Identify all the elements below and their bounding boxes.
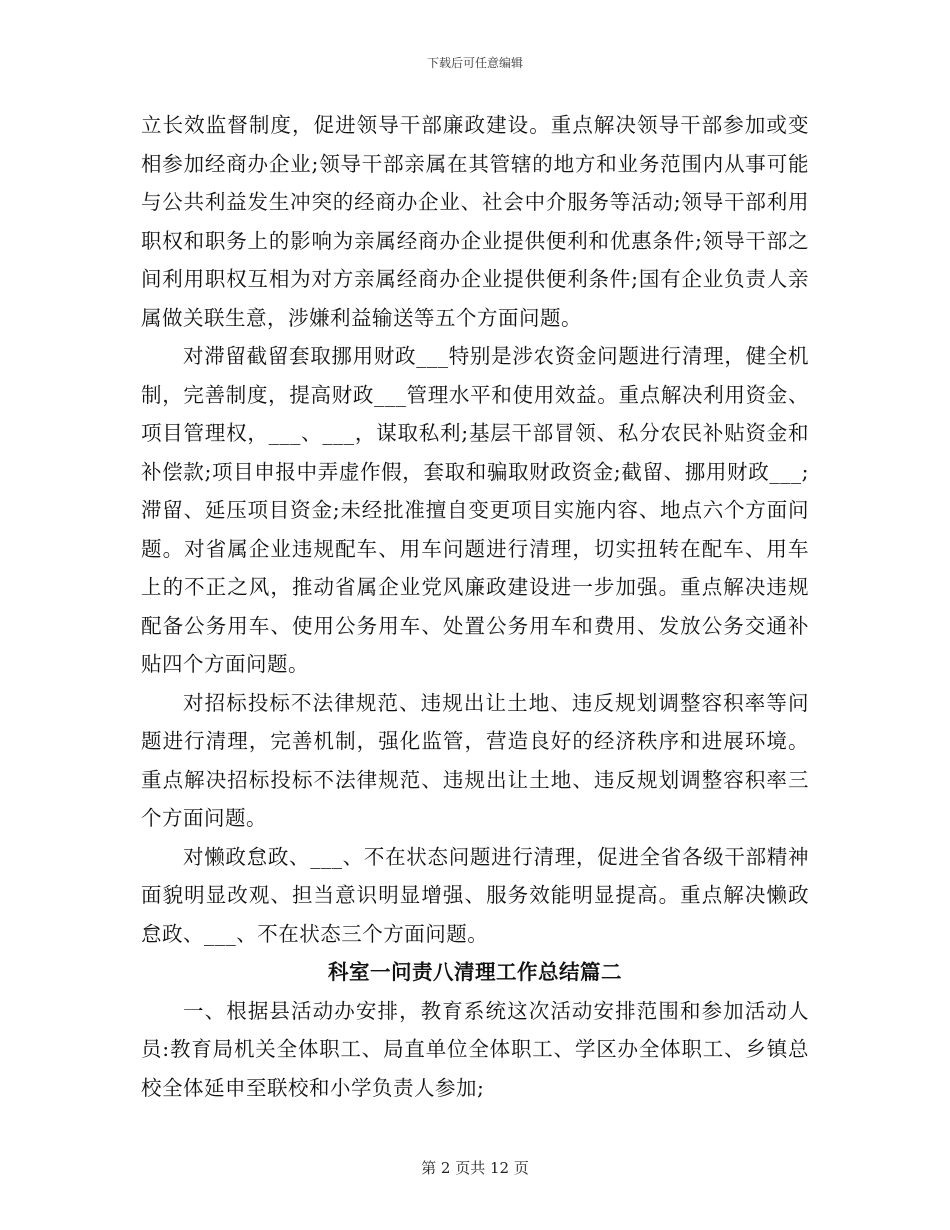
- page-header: 下载后可任意编辑: [426, 56, 523, 70]
- section-heading: 科室一问责八清理工作总结篇二: [328, 960, 622, 984]
- paragraph-1: 立长效监督制度，促进领导干部廉政建设。重点解决领导干部参加或变相参加经商办企业;领导干部亲属在其管辖的地方和业务范围内从事可能与公共利益发生冲突的经商办企业、社会中介服务等活动;领导干部利用职权和职务上的影响为亲属经商办企业提供便利和优惠条件;领导干部之间利用职权互相为对方亲属经商办企业提供便利条件;国有企业负责人亲属做关联生意，涉嫌利益输送等五个方面问题。: [141, 113, 809, 330]
- document-body: [141, 106, 809, 1107]
- paragraph-2: 对滞留截留套取挪用财政___特别是涉农资金问题进行清理，健全机制，完善制度，提高财政___管理水平和使用效益。重点解决利用资金、项目管理权，___、___，谋取私利;基层干部冒领、私分农民补贴资金和补偿款;项目申报中弄虚作假，套取和骗取财政资金;截留、挪用财政___;滞留、延压项目资金;未经批准擅自变更项目实施内容、地点六个方面问题。对省属企业违规配车、用车问题进行清理，切实扭转在配车、用车上的不正之风，推动省属企业党风廉政建设进一步加强。重点解决违规配备公务用车、使用公务用车、处置公务用车和费用、发放公务交通补贴四个方面问题。: [141, 344, 809, 676]
- section-paragraph: 一、根据县活动办安排，教育系统这次活动安排范围和参加活动人员:教育局机关全体职工、局直单位全体职工、学区办全体职工、乡镇总校全体延申至联校和小学负责人参加;: [141, 998, 809, 1100]
- paragraph-3: 对招标投标不法律规范、违规出让土地、违反规划调整容积率等问题进行清理，完善机制，强化监管，营造良好的经济秩序和进展环境。重点解决招标投标不法律规范、违规出让土地、违反规划调整容积率三个方面问题。: [141, 690, 809, 830]
- paragraph-4: 对懒政怠政、___、不在状态问题进行清理，促进全省各级干部精神面貌明显改观、担当意识明显增强、服务效能明显提高。重点解决懒政怠政、___、不在状态三个方面问题。: [141, 844, 809, 946]
- page-footer: 第 2 页共 12 页: [421, 1159, 529, 1177]
